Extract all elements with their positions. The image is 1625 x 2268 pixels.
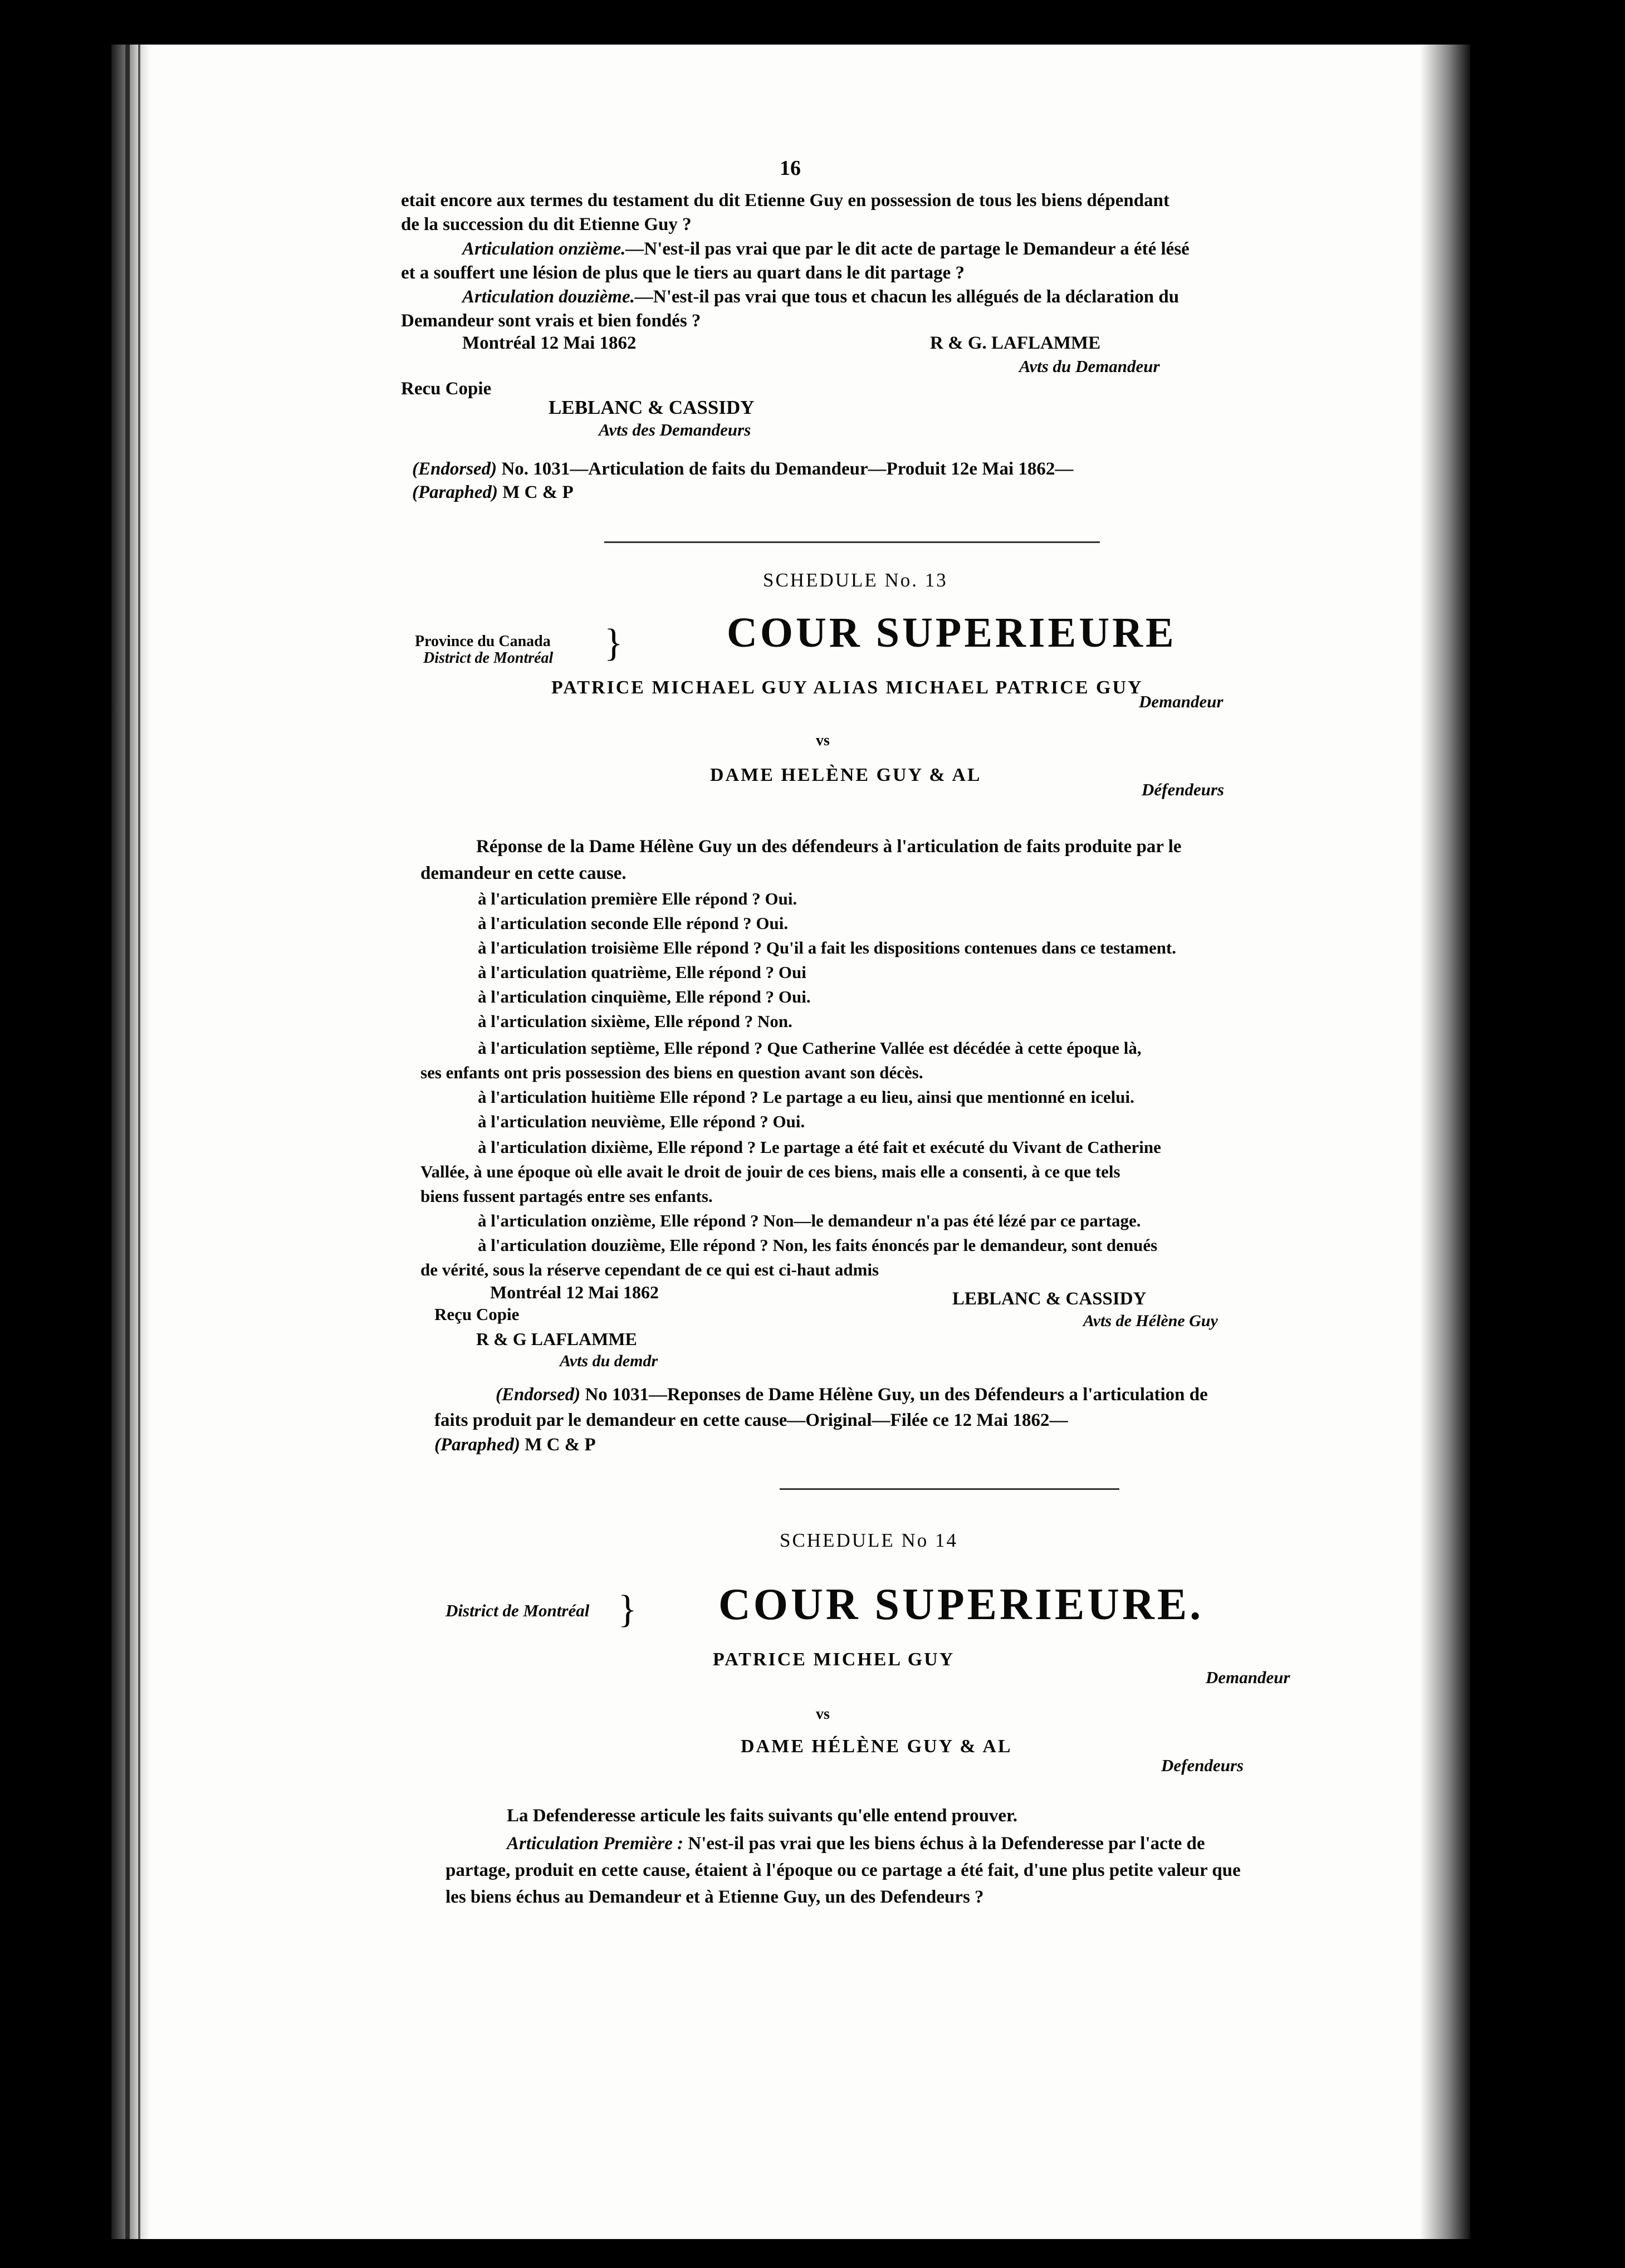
page-binding-edge bbox=[111, 45, 150, 2239]
court-title: COUR SUPERIEURE bbox=[727, 609, 1177, 656]
date-line: Montréal 12 Mai 1862 bbox=[462, 333, 637, 353]
signature-right-title: Avts de Hélène Guy bbox=[1083, 1312, 1218, 1330]
defendant-name: DAME HÉLÈNE GUY & AL bbox=[741, 1736, 1012, 1757]
body-line: les biens échus au Demandeur et à Etienne Guy, un des Defendeurs ? bbox=[446, 1887, 984, 1907]
body-line: à l'articulation septième, Elle répond ? Que Catherine Vallée est décédée à cette époque là, bbox=[478, 1038, 1142, 1058]
district-line: District de Montréal bbox=[423, 649, 554, 667]
signature-right: R & G. LAFLAMME bbox=[930, 333, 1101, 353]
plaintiff-role: Demandeur bbox=[1206, 1668, 1290, 1687]
page-right-edge bbox=[1420, 45, 1470, 2239]
plaintiff-name: PATRICE MICHAEL GUY ALIAS MICHAEL PATRICE GUY bbox=[551, 677, 1143, 698]
district-line: District de Montréal bbox=[446, 1601, 590, 1620]
body-line: à l'articulation onzième, Elle répond ? Non—le demandeur n'a pas été lézé par ce partage. bbox=[478, 1211, 1141, 1230]
body-line: à l'articulation douzième, Elle répond ? Non, les faits énoncés par le demandeur, sont denués bbox=[478, 1235, 1158, 1255]
court-title: COUR SUPERIEURE. bbox=[718, 1580, 1204, 1629]
plaintiff-role: Demandeur bbox=[1139, 692, 1223, 711]
section-divider bbox=[780, 1488, 1119, 1490]
versus: vs bbox=[816, 732, 830, 749]
body-line: à l'articulation sixième, Elle répond ? Non. bbox=[478, 1011, 792, 1031]
body-line: à l'articulation quatrième, Elle répond ? Oui bbox=[478, 962, 806, 982]
defendant-role: Defendeurs bbox=[1161, 1756, 1244, 1775]
defendant-role: Défendeurs bbox=[1142, 780, 1225, 799]
text-line bbox=[462, 238, 1190, 260]
schedule-heading: SCHEDULE No. 13 bbox=[763, 569, 948, 591]
recu-copie: Reçu Copie bbox=[434, 1304, 520, 1324]
body-line: partage, produit en cette cause, étaient à l'époque ou ce partage a été fait, d'une plus petite valeur que bbox=[446, 1860, 1241, 1880]
brace-icon: } bbox=[618, 1588, 637, 1631]
body-line: à l'articulation dixième, Elle répond ? Le partage a été fait et exécuté du Vivant de Catherine bbox=[478, 1137, 1161, 1157]
binding-stripe bbox=[138, 45, 140, 2239]
body-line: à l'articulation première Elle répond ? Oui. bbox=[478, 889, 797, 908]
endorsed-line: faits produit par le demandeur en cette cause—Original—Filée ce 12 Mai 1862— bbox=[434, 1410, 1068, 1430]
body-line: demandeur en cette cause. bbox=[420, 863, 626, 883]
defendant-name: DAME HELÈNE GUY & AL bbox=[710, 765, 982, 785]
articulation-label: Articulation Première : bbox=[507, 1834, 684, 1854]
paraphed-line bbox=[412, 481, 574, 504]
body-line: à l'articulation seconde Elle répond ? Oui. bbox=[478, 913, 789, 933]
articulation-text: N'est-il pas vrai que par le dit acte de partage le Demandeur a été lésé bbox=[644, 239, 1190, 259]
versus: vs bbox=[816, 1705, 830, 1723]
body-line: Vallée, à une époque où elle avait le droit de jouir de ces biens, mais elle a consenti, à ce que tels bbox=[420, 1162, 1120, 1181]
endorsed-line bbox=[496, 1384, 1208, 1406]
endorsed-text: No 1031—Reponses de Dame Hélène Guy, un des Défendeurs a l'articulation de bbox=[585, 1385, 1208, 1405]
paraphed-label: (Paraphed) bbox=[412, 482, 498, 502]
signature-left: R & G LAFLAMME bbox=[476, 1329, 637, 1349]
body-line: à l'articulation troisième Elle répond ? Qu'il a fait les dispositions contenues dans ce testament. bbox=[478, 938, 1177, 957]
articulation-text: N'est-il pas vrai que tous et chacun les allégués de la déclaration du bbox=[653, 287, 1179, 307]
body-line: La Defenderesse articule les faits suivants qu'elle entend prouver. bbox=[507, 1806, 1017, 1826]
body-line: de vérité, sous la réserve cependant de ce qui est ci-haut admis bbox=[420, 1260, 879, 1279]
endorsed-line bbox=[412, 458, 1073, 480]
text-line: de la succession du dit Etienne Guy ? bbox=[401, 214, 692, 234]
binding-stripe bbox=[125, 45, 130, 2239]
body-line: à l'articulation cinquième, Elle répond ? Oui. bbox=[478, 987, 811, 1006]
province-line: Province du Canada bbox=[415, 633, 551, 650]
page-number: 16 bbox=[780, 157, 801, 180]
signature-right: LEBLANC & CASSIDY bbox=[952, 1289, 1147, 1309]
plaintiff-name: PATRICE MICHEL GUY bbox=[713, 1649, 955, 1670]
body-line: à l'articulation neuvième, Elle répond ? Oui. bbox=[478, 1112, 805, 1131]
date-line: Montréal 12 Mai 1862 bbox=[490, 1282, 659, 1302]
text-line: et a souffert une lésion de plus que le tiers au quart dans le dit partage ? bbox=[401, 263, 965, 283]
body-line: ses enfants ont pris possession des biens en question avant son décès. bbox=[420, 1063, 923, 1082]
paraphed-label: (Paraphed) bbox=[434, 1435, 520, 1455]
articulation-text: N'est-il pas vrai que les biens échus à la Defenderesse par l'acte de bbox=[683, 1834, 1205, 1854]
endorsed-text: No. 1031—Articulation de faits du Demandeur—Produit 12e Mai 1862— bbox=[501, 459, 1074, 479]
signature-left-title: Avts des Demandeurs bbox=[599, 420, 751, 439]
endorsed-label: (Endorsed) bbox=[412, 459, 497, 479]
body-line: Réponse de la Dame Hélène Guy un des défendeurs à l'articulation de faits produite par le bbox=[476, 837, 1182, 857]
paraphed-line bbox=[434, 1434, 596, 1456]
recu-copie: Recu Copie bbox=[401, 379, 492, 399]
signature-left: LEBLANC & CASSIDY bbox=[549, 397, 755, 418]
articulation-label: Articulation onzième.— bbox=[462, 239, 644, 259]
section-divider bbox=[604, 541, 1100, 543]
endorsed-label: (Endorsed) bbox=[496, 1385, 581, 1405]
paraphed-text: M C & P bbox=[502, 482, 574, 502]
body-line: biens fussent partagés entre ses enfants. bbox=[420, 1186, 713, 1206]
body-line bbox=[507, 1832, 1205, 1855]
schedule-heading: SCHEDULE No 14 bbox=[780, 1529, 958, 1551]
brace-icon: } bbox=[604, 622, 623, 664]
text-line bbox=[462, 286, 1179, 308]
signature-left-title: Avts du demdr bbox=[560, 1352, 658, 1370]
paraphed-text: M C & P bbox=[525, 1435, 596, 1455]
body-line: à l'articulation huitième Elle répond ? Le partage a eu lieu, ainsi que mentionné en icelui. bbox=[478, 1087, 1134, 1107]
articulation-label: Articulation douzième.— bbox=[462, 287, 653, 307]
text-line: Demandeur sont vrais et bien fondés ? bbox=[401, 311, 701, 331]
signature-right-title: Avts du Demandeur bbox=[1019, 356, 1160, 376]
text-line: etait encore aux termes du testament du dit Etienne Guy en possession de tous les biens dépendant bbox=[401, 190, 1169, 211]
